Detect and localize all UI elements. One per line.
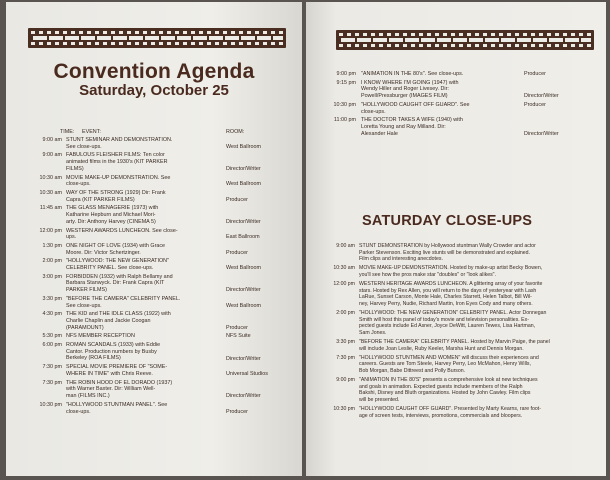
agenda-time: 9:00 am (42, 152, 62, 159)
agenda-row (314, 80, 602, 101)
agenda-row (24, 364, 296, 378)
agenda-room: West Ballroom (226, 302, 261, 309)
closeup-time: 9:00 pm (336, 377, 355, 384)
film-strip-decoration-right (336, 30, 594, 50)
agenda-room: Producer (226, 408, 248, 415)
closeup-item (312, 406, 602, 420)
agenda-event: "HOLLYWOOD: THE NEW GENERATION" CELEBRITY PANEL. See close-ups. (66, 258, 169, 272)
closeup-description: "HOLLYWOOD CAUGHT OFF GUARD". Presented by Marty Kearns, rare foot- age of screen tests, interviews, promotions, commercials and bloopers. (359, 406, 541, 419)
agenda-row (24, 380, 296, 401)
closeup-time: 7:30 pm (336, 354, 355, 361)
agenda-row (24, 137, 296, 151)
closeup-time: 2:00 pm (336, 310, 355, 317)
agenda-event: THE KID and THE IDLE CLASS (1922) with Charlie Chaplin and Jackie Coogan (PARAMOUNT) (66, 311, 171, 331)
agenda-time: 6:00 pm (42, 341, 62, 348)
header-event: EVENT: (82, 129, 101, 135)
agenda-time: 1:30 pm (42, 242, 62, 249)
agenda-room: West Ballroom (226, 143, 261, 150)
agenda-event: "BEFORE THE CAMERA" CELEBRITY PANEL. See close-ups. (66, 295, 181, 309)
agenda-time: 10:30 am (39, 174, 62, 181)
agenda-room: Director/Writer (524, 93, 559, 100)
agenda-event: THE DOCTOR TAKES A WIFE (1940) with Loretta Young and Ray Milland. Dir: Alexander Hale (361, 117, 463, 137)
agenda-room: Director/Writer (226, 166, 261, 173)
agenda-time: 7:30 pm (42, 379, 62, 386)
agenda-room: Director/Writer (524, 130, 559, 137)
agenda-event: THE ROBIN HOOD OF EL DORADO (1937) with Warner Baxter. Dir: William Well- man (FILMS INC.) (66, 379, 173, 400)
closeup-time: 10:30 am (333, 265, 355, 272)
closeups-title: SATURDAY CLOSE-UPS (362, 213, 533, 229)
header-room: ROOM: (226, 129, 245, 135)
agenda-event: WAY OF THE STRONG (1929) Dir: Frank Capra (KIT PARKER FILMS) (66, 189, 166, 203)
agenda-row (24, 175, 296, 189)
closeup-description: "ANIMATION IN THE 80'S" presents a comprehensive look at new techniques and goals in animation. Expected guests include members of the Ralph Bakshi, Disney and Bluth organizations. Hosted by John Cawley. Film clips will be presented. (359, 377, 538, 403)
agenda-room: Director/Writer (226, 219, 261, 226)
agenda-time: 10:30 pm (39, 401, 62, 408)
agenda-room: Director/Writer (226, 287, 261, 294)
agenda-row (314, 117, 602, 138)
agenda-room: East Ballroom (226, 234, 260, 241)
agenda-event: FABULOUS FLEISHER FILMS: Ten color animated films in the 1930's (KIT PARKER FILMS) (66, 152, 168, 172)
closeup-description: "HOLLYWOOD STUNTMEN AND WOMEN" will discuss their experiences and careers. Guests are Tom Steele, Harvey Perry, Leo McMahon, Henry Wills, Bob Morgan, Babe Dittreest and Polly Burson. (359, 354, 539, 374)
film-strip-decoration (28, 28, 286, 48)
agenda-room: Producer (226, 196, 248, 203)
agenda-event: FORBIDDEN (1932) with Ralph Bellamy and Barbara Stanwyck. Dir: Frank Capra (KIT PARKER FILMS) (66, 273, 173, 294)
agenda-time: 9:00 pm (336, 71, 356, 77)
closeup-item (312, 310, 602, 337)
closeup-item (312, 355, 602, 375)
agenda-event: WESTERN AWARDS LUNCHEON. See close- ups. (66, 227, 178, 241)
agenda-room: Producer (226, 324, 248, 331)
agenda-room: West Ballroom (226, 265, 261, 272)
agenda-time: 9:00 am (42, 137, 62, 143)
agenda-title: Convention Agenda (53, 60, 255, 83)
closeup-item (312, 339, 602, 353)
agenda-time: 5:30 pm (42, 333, 62, 340)
agenda-row (24, 258, 296, 272)
agenda-time: 7:30 pm (42, 364, 62, 371)
agenda-room: Producer (524, 101, 546, 108)
agenda-room: Universal Studios (226, 371, 268, 378)
agenda-time: 10:30 am (39, 189, 62, 196)
closeup-item (312, 377, 602, 404)
closeup-description: STUNT DEMONSTRATION by Hollywood stuntman Wally Crowder and actor Parker Stevenson. Exciting live stunts will be demonstrated and explained. Film clips and interesting anecdotes. (359, 243, 536, 263)
agenda-row (24, 296, 296, 310)
agenda-time: 2:00 pm (42, 258, 62, 265)
agenda-row (24, 274, 296, 295)
agenda-event: MOVIE MAKE-UP DEMONSTRATION. See close-ups. (66, 174, 171, 188)
closeup-description: "BEFORE THE CAMERA" CELEBRITY PANEL. Hosted by Marvin Paige, the panel will include Joan Leslie, Ruby Keeler, Marsha Hunt and Dennis Morgan. (359, 339, 550, 352)
agenda-event: I KNOW WHERE I'M GOING (1947) with Wendy Hiller and Roger Livesey. Dir: Powell/Pressburger (IMAGES FILM) (361, 79, 459, 100)
agenda-time: 11:45 am (39, 205, 62, 212)
agenda-row (24, 402, 296, 416)
agenda-row (24, 333, 296, 340)
agenda-event: "HOLLYWOOD STUNTMAN PANEL". See close-ups. (66, 401, 168, 415)
agenda-row (314, 71, 602, 78)
agenda-room: Director/Writer (226, 393, 261, 400)
closeup-time: 3:30 pm (336, 339, 355, 346)
right-page (306, 2, 606, 476)
agenda-time: 10:30 pm (333, 101, 356, 108)
agenda-time: 9:15 pm (336, 79, 356, 86)
closeup-item (312, 281, 602, 308)
agenda-room: NFS Suite (226, 333, 251, 340)
header-time: TIME: (60, 129, 75, 135)
left-page (6, 2, 302, 476)
agenda-event: "HOLLYWOOD CAUGHT OFF GUARD". See close-ups. (361, 101, 470, 115)
agenda-row (24, 205, 296, 226)
agenda-row (24, 228, 296, 242)
agenda-time: 12:00 pm (39, 227, 62, 234)
agenda-event: STUNT SEMINAR AND DEMONSTRATION. See close-ups. (66, 137, 173, 150)
agenda-event: SPECIAL MOVIE PREMIERE OF "SOME- WHERE IN TIME" with Chris Reeve. (66, 364, 168, 377)
agenda-row (24, 243, 296, 257)
closeup-time: 12:00 pm (333, 280, 355, 287)
agenda-event: ONE NIGHT OF LOVE (1934) with Grace Moore. Dir: Victor Schertzinger. (66, 242, 166, 256)
closeup-item (312, 265, 602, 279)
agenda-date: Saturday, October 25 (79, 82, 229, 99)
agenda-room: Producer (524, 71, 546, 77)
agenda-row (24, 190, 296, 204)
closeup-description: MOVIE MAKE-UP DEMONSTRATION. Hosted by make-up artist Becky Bowen, you'll see how the pros make star "doubles" or "look alikes". (359, 265, 543, 278)
closeup-item (312, 243, 602, 263)
agenda-time: 4:30 pm (42, 311, 62, 318)
agenda-row (24, 342, 296, 363)
agenda-row (314, 102, 602, 116)
agenda-room: Producer (226, 249, 248, 256)
agenda-row (24, 311, 296, 332)
closeup-description: "HOLLYWOOD: THE NEW GENERATION" CELEBRITY PANEL. Actor Donnegan Smith will host this panel of today's movie and television personalities. Ex- pected guests include Ed Asner, Joyce DeWitt, Lauren Tewes, Lisa Hartman, Sam Jones. (359, 310, 547, 336)
agenda-room: Director/Writer (226, 355, 261, 362)
agenda-row (24, 152, 296, 173)
agenda-event: THE GLASS MENAGERIE (1973) with Katharine Hepburn and Michael Mori- arty. Dir: Anthony Harvey (CINEMA 5) (66, 205, 159, 225)
closeup-time: 10:30 pm (333, 406, 355, 413)
agenda-event: "ANIMATION IN THE 80's". See close-ups. (361, 71, 464, 77)
agenda-room: West Ballroom (226, 181, 261, 188)
agenda-time: 11:00 pm (333, 117, 356, 124)
closeup-time: 9:00 am (336, 243, 355, 249)
agenda-time: 3:00 pm (42, 273, 62, 280)
agenda-event: ROMAN SCANDALS (1933) with Eddie Cantor. Production numbers by Busby Berkeley (ROA FILMS) (66, 341, 161, 362)
closeup-description: WESTERN HERITAGE AWARDS LUNCHEON. A glittering array of your favorite stars. Hosted by Rex Allen, you will return to the days of yesteryear with Lash LaRue, Sunset Carson, Monte Hale, Charles Starrett, Helen Talbot, Bill Wil- ney, Harvey Perry, Nudie, Richard Martin, Iron Eyes Cody and many others. (359, 280, 543, 307)
agenda-time: 3:30 pm (42, 295, 62, 302)
agenda-event: NFS MEMBER RECEPTION (66, 333, 135, 340)
